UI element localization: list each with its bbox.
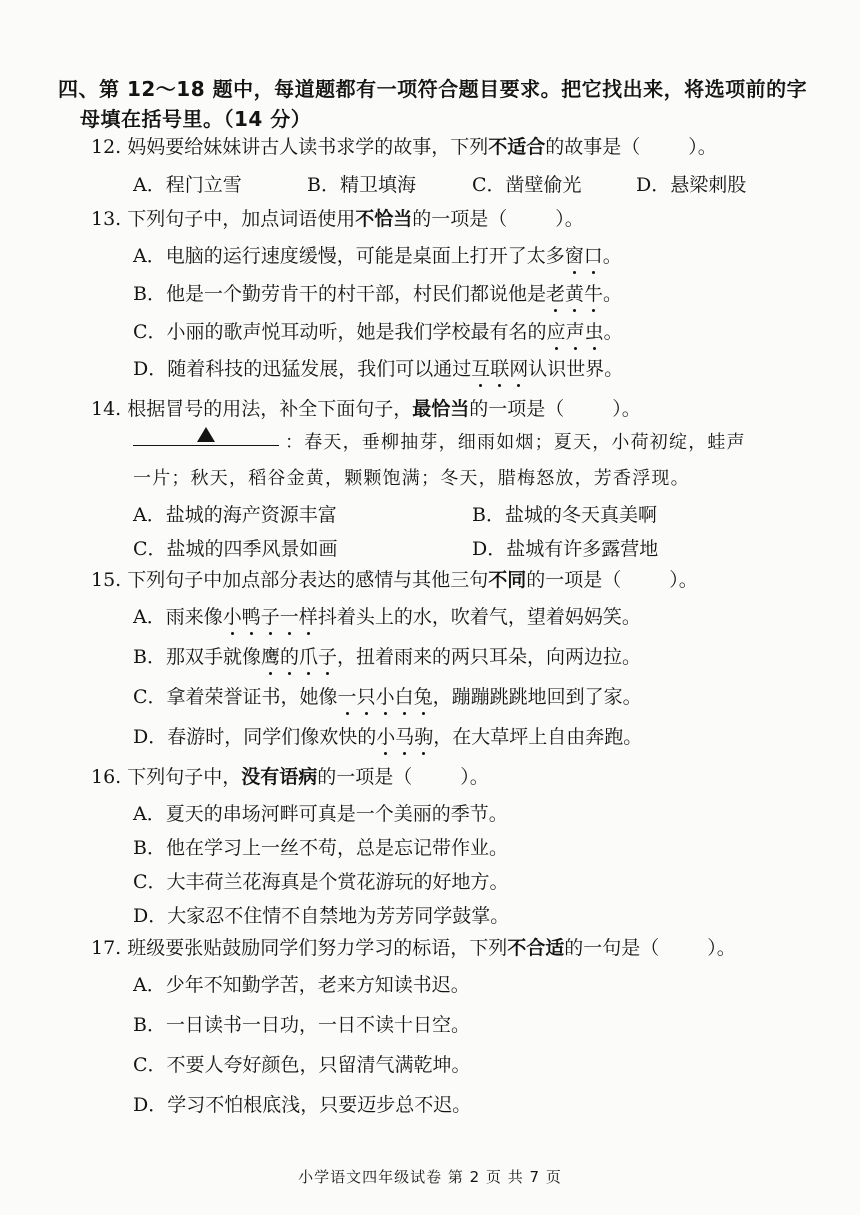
option-text: C．拿着荣誉证书，她像 — [133, 686, 338, 708]
stem-text: 的一句是（ — [564, 937, 660, 959]
q13-option-c — [133, 319, 623, 345]
option-text: D．随着科技的迅猛发展，我们可以通过 — [133, 358, 472, 380]
q14-option-c: C．盐城的四季风景如画 — [133, 538, 338, 560]
emphasis-dot-char: 应 — [546, 321, 566, 343]
section-header-line1: 四、第 12～18 题中，每道题都有一项符合题目要求。把它找出来，将选项前的字 — [58, 77, 808, 101]
emphasis-dot-char: 窗 — [564, 245, 584, 267]
option-text: 。 — [603, 321, 623, 343]
q17-option-a: A．少年不知勤学苦，老来方知读书迟。 — [133, 974, 470, 996]
emphasis-dot-char: 的 — [279, 646, 299, 668]
dotted-word — [565, 245, 603, 267]
emphasis-dot-char: 小 — [375, 686, 395, 708]
q15-option-a — [133, 604, 641, 630]
stem-text: 的一项是（ — [526, 569, 622, 591]
emphasis-dot-char: 老 — [545, 283, 565, 305]
q14-option-b: B．盐城的冬天真美啊 — [472, 504, 657, 526]
option-text: ，蹦蹦跳跳地回到了家。 — [432, 686, 642, 708]
stem-text: 的一项是（ — [469, 398, 565, 420]
stem-text: 的故事是（ — [545, 136, 641, 158]
q17-option-d: D．学习不怕根底浅，只要迈步总不迟。 — [133, 1094, 472, 1116]
option-text: 。 — [603, 283, 623, 305]
question-17-stem — [91, 935, 736, 961]
emphasis-dot-char: 网 — [509, 358, 529, 380]
emphasis-dot-char: 牛 — [584, 283, 604, 305]
question-number: 17. — [91, 937, 122, 959]
q12-option-a: A．程门立雪 — [133, 174, 242, 196]
question-number: 14. — [91, 398, 122, 420]
dotted-word — [546, 283, 603, 305]
emphasis-dot-char: 鹰 — [260, 646, 280, 668]
option-text: B．他是一个勤劳肯干的村干部，村民们都说他是 — [133, 283, 546, 305]
stem-text: 下列句子中加点部分表达的感情与其他三句 — [127, 569, 489, 591]
emphasis-dot-char: 鸭 — [241, 606, 261, 628]
stem-text: 妈妈要给妹妹讲古人读书求学的故事，下列 — [127, 136, 489, 158]
q14-passage-line1: ：春天，垂柳抽芽，细雨如烟；夏天，小荷初绽，蛙声 — [285, 432, 746, 453]
emphasis-text: 不合适 — [507, 937, 565, 959]
stem-text: ）。 — [612, 398, 641, 420]
dotted-phrase — [223, 606, 318, 628]
dotted-phrase — [261, 646, 337, 668]
emphasis-text: 不恰当 — [355, 208, 413, 230]
q14-option-a: A．盐城的海产资源丰富 — [133, 504, 337, 526]
emphasis-text: 最恰当 — [412, 398, 470, 420]
q14-passage-line2: 一片；秋天，稻谷金黄，颗颗饱满；冬天，腊梅怒放，芳香浮现。 — [133, 468, 690, 489]
triangle-marker-icon — [197, 427, 215, 442]
emphasis-text: 不适合 — [488, 136, 546, 158]
stem-text: 下列句子中， — [127, 766, 242, 788]
dotted-phrase — [376, 726, 433, 748]
question-12-stem — [91, 134, 717, 160]
option-text: D．春游时，同学们像欢快的 — [133, 726, 377, 748]
question-number: 12. — [91, 136, 122, 158]
emphasis-dot-char: 互 — [471, 358, 491, 380]
emphasis-dot-char: 小 — [222, 606, 242, 628]
emphasis-dot-char: 子 — [318, 646, 338, 668]
emphasis-dot-char: 虫 — [584, 321, 604, 343]
stem-text: ）。 — [669, 569, 698, 591]
emphasis-dot-char: 马 — [395, 726, 415, 748]
emphasis-dot-char: 子 — [260, 606, 280, 628]
dotted-word — [471, 358, 528, 380]
stem-text: 的一项是（ — [412, 208, 508, 230]
q16-option-a: A．夏天的串场河畔可真是一个美丽的季节。 — [133, 803, 508, 825]
q15-option-b — [133, 644, 641, 670]
page-footer: 小学语文四年级试卷 第 2 页 共 7 页 — [298, 1168, 562, 1186]
dotted-word — [547, 321, 604, 343]
stem-text: 班级要张贴鼓励同学们努力学习的标语，下列 — [127, 937, 508, 959]
emphasis-dot-char: 黄 — [564, 283, 584, 305]
emphasis-dot-char: 小 — [376, 726, 396, 748]
section-header-line2: 母填在括号里。（14 分） — [80, 107, 312, 131]
q16-option-c: C．大丰荷兰花海真是个赏花游玩的好地方。 — [133, 871, 509, 893]
emphasis-dot-char: 只 — [356, 686, 376, 708]
question-number: 15. — [91, 569, 122, 591]
q15-option-c — [133, 684, 642, 710]
stem-text: ）。 — [555, 208, 584, 230]
stem-text: ）。 — [707, 937, 736, 959]
fill-in-line[interactable] — [133, 444, 279, 446]
q12-option-c: C．凿壁偷光 — [472, 174, 582, 196]
stem-text: 下列句子中，加点词语使用 — [127, 208, 356, 230]
emphasis-dot-char: 白 — [394, 686, 414, 708]
option-text: 抖着头上的水，吹着气，望着妈妈笑。 — [317, 606, 641, 628]
stem-text: ）。 — [460, 766, 489, 788]
q17-option-c: C．不要人夸好颜色，只留清气满乾坤。 — [133, 1054, 471, 1076]
q13-option-d — [133, 356, 623, 382]
section-four-header — [58, 74, 828, 134]
question-number: 16. — [91, 766, 122, 788]
q15-option-d — [133, 724, 642, 750]
stem-text: ）。 — [688, 136, 717, 158]
dotted-phrase — [338, 686, 433, 708]
option-text: ，在大草坪上自由奔跑。 — [433, 726, 643, 748]
option-text: A．电脑的运行速度缓慢，可能是桌面上打开了太多 — [133, 245, 565, 267]
option-text: A．雨来像 — [133, 606, 223, 628]
question-16-stem — [91, 764, 489, 790]
option-text: B．那双手就像 — [133, 646, 261, 668]
question-13-stem — [91, 206, 584, 232]
option-text: 认识世界。 — [528, 358, 624, 380]
q12-option-b: B．精卫填海 — [307, 174, 416, 196]
emphasis-dot-char: 联 — [490, 358, 510, 380]
stem-text: 的一项是（ — [317, 766, 413, 788]
emphasis-dot-char: 一 — [337, 686, 357, 708]
emphasis-dot-char: 样 — [298, 606, 318, 628]
stem-text: 根据冒号的用法，补全下面句子， — [127, 398, 413, 420]
option-text: 。 — [602, 245, 622, 267]
option-text: C．小丽的歌声悦耳动听，她是我们学校最有名的 — [133, 321, 547, 343]
q13-option-a — [133, 243, 622, 269]
option-text: ，扭着雨来的两只耳朵，向两边拉。 — [337, 646, 642, 668]
q17-option-b: B．一日读书一日功，一日不读十日空。 — [133, 1014, 470, 1036]
emphasis-dot-char: 一 — [279, 606, 299, 628]
q14-option-d: D．盐城有许多露营地 — [472, 538, 659, 560]
question-15-stem — [91, 567, 698, 593]
emphasis-dot-char: 驹 — [414, 726, 434, 748]
question-number: 13. — [91, 208, 122, 230]
emphasis-dot-char: 声 — [565, 321, 585, 343]
emphasis-text: 不同 — [488, 569, 527, 591]
question-14-stem — [91, 396, 641, 422]
emphasis-dot-char: 爪 — [299, 646, 319, 668]
q12-option-d: D．悬梁刺股 — [636, 174, 747, 196]
emphasis-dot-char: 口 — [583, 245, 603, 267]
emphasis-dot-char: 兔 — [413, 686, 433, 708]
q13-option-b — [133, 281, 622, 307]
q16-option-d: D．大家忍不住情不自禁地为芳芳同学鼓掌。 — [133, 905, 510, 927]
q16-option-b: B．他在学习上一丝不苟，总是忘记带作业。 — [133, 837, 508, 859]
emphasis-text: 没有语病 — [241, 766, 318, 788]
